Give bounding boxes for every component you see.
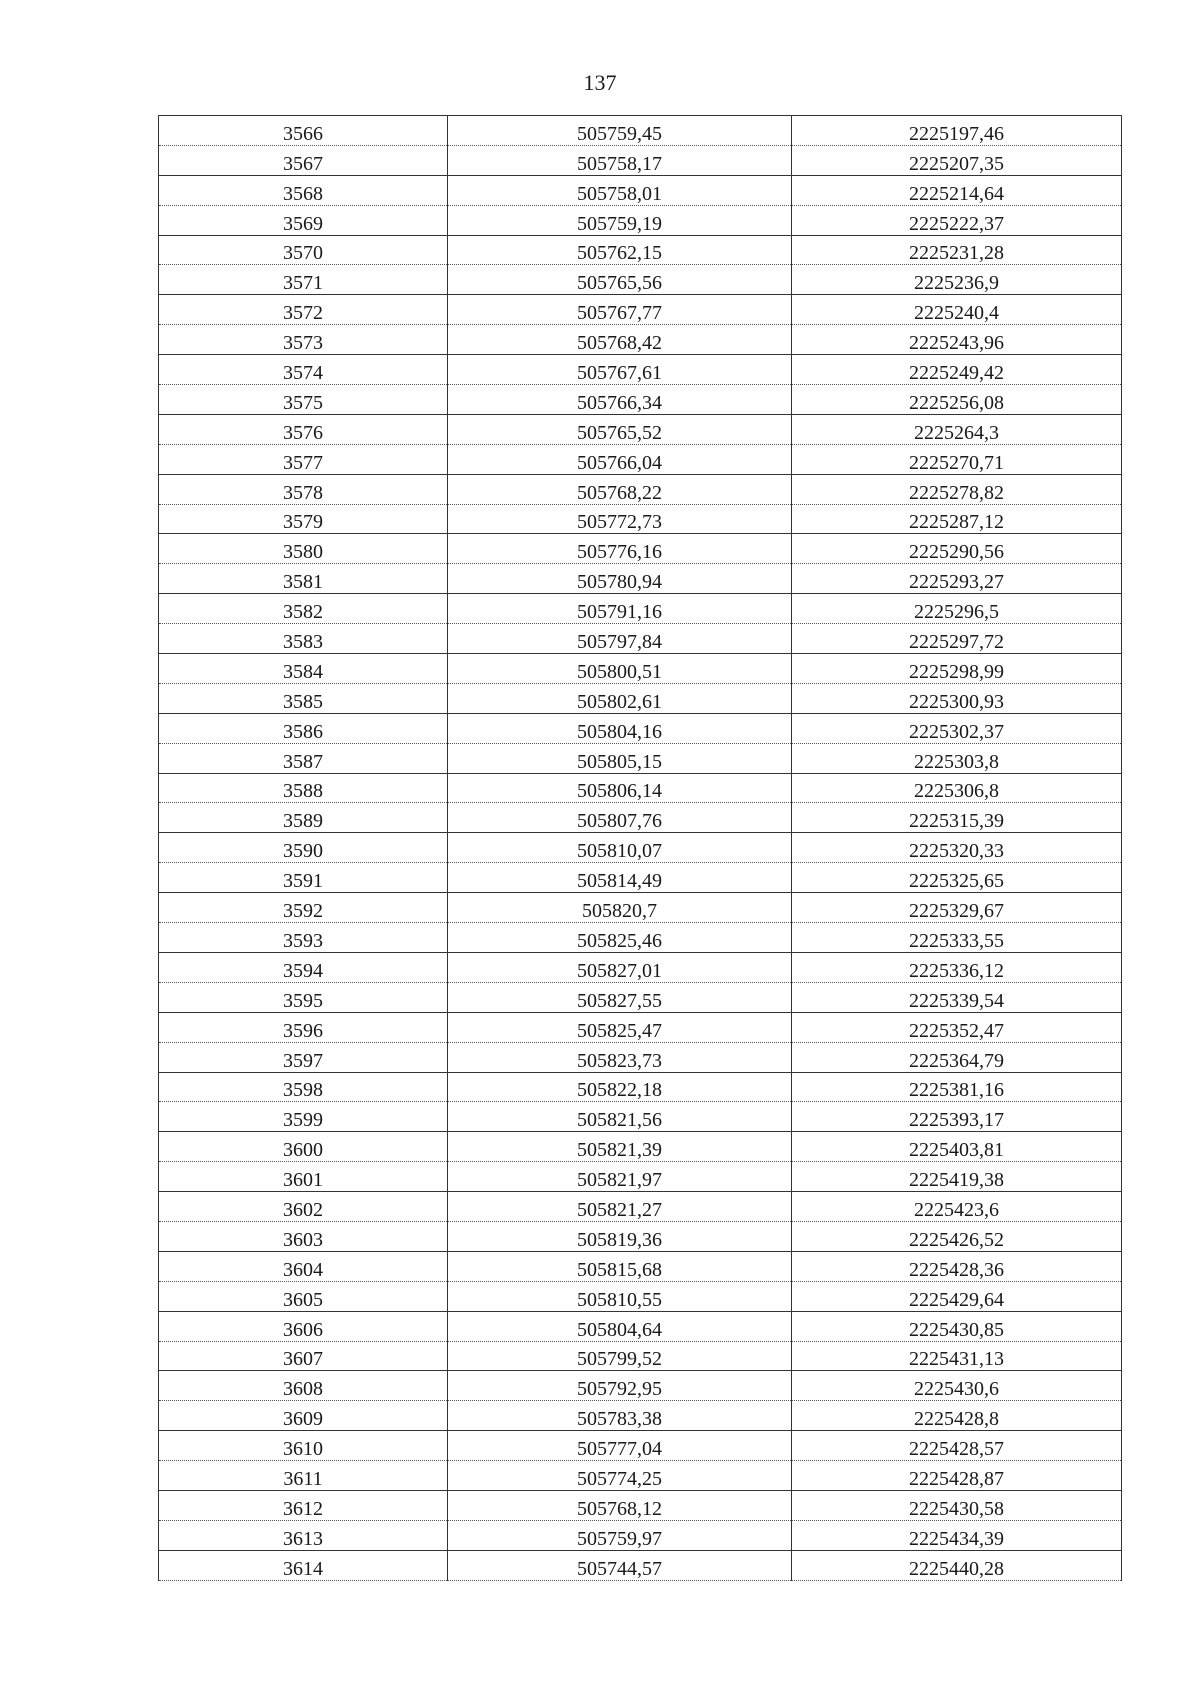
y-coordinate-cell: 2225428,8: [792, 1401, 1122, 1431]
x-coordinate-cell: 505797,84: [448, 624, 792, 654]
point-number-cell: 3586: [159, 713, 448, 743]
y-coordinate-cell: 2225440,28: [792, 1550, 1122, 1580]
x-coordinate-cell: 505821,97: [448, 1162, 792, 1192]
table-row: [159, 1490, 1122, 1520]
x-coordinate-cell: 505777,04: [448, 1431, 792, 1461]
y-coordinate-cell: 2225243,96: [792, 325, 1122, 355]
table-row: [159, 1102, 1122, 1132]
y-coordinate-cell: 2225249,42: [792, 355, 1122, 385]
point-number-cell: 3587: [159, 743, 448, 773]
coordinates-table-body: [159, 116, 1122, 1581]
coordinates-table: [158, 115, 1122, 1581]
x-coordinate-cell: 505792,95: [448, 1371, 792, 1401]
point-number-cell: 3581: [159, 564, 448, 594]
y-coordinate-cell: 2225393,17: [792, 1102, 1122, 1132]
x-coordinate-cell: 505762,15: [448, 235, 792, 265]
x-coordinate-cell: 505758,17: [448, 145, 792, 175]
x-coordinate-cell: 505765,52: [448, 414, 792, 444]
point-number-cell: 3583: [159, 624, 448, 654]
point-number-cell: 3588: [159, 773, 448, 803]
x-coordinate-cell: 505810,55: [448, 1281, 792, 1311]
y-coordinate-cell: 2225300,93: [792, 683, 1122, 713]
table-row: [159, 803, 1122, 833]
y-coordinate-cell: 2225240,4: [792, 295, 1122, 325]
y-coordinate-cell: 2225231,28: [792, 235, 1122, 265]
table-row: [159, 1550, 1122, 1580]
table-row: [159, 325, 1122, 355]
x-coordinate-cell: 505783,38: [448, 1401, 792, 1431]
table-row: [159, 414, 1122, 444]
table-row: [159, 713, 1122, 743]
point-number-cell: 3595: [159, 982, 448, 1012]
point-number-cell: 3578: [159, 474, 448, 504]
x-coordinate-cell: 505791,16: [448, 594, 792, 624]
point-number-cell: 3602: [159, 1192, 448, 1222]
point-number-cell: 3569: [159, 205, 448, 235]
point-number-cell: 3607: [159, 1341, 448, 1371]
point-number-cell: 3603: [159, 1221, 448, 1251]
x-coordinate-cell: 505821,39: [448, 1132, 792, 1162]
point-number-cell: 3566: [159, 116, 448, 146]
table-row: [159, 385, 1122, 415]
x-coordinate-cell: 505810,07: [448, 833, 792, 863]
x-coordinate-cell: 505772,73: [448, 504, 792, 534]
x-coordinate-cell: 505766,34: [448, 385, 792, 415]
x-coordinate-cell: 505799,52: [448, 1341, 792, 1371]
table-row: [159, 624, 1122, 654]
point-number-cell: 3614: [159, 1550, 448, 1580]
y-coordinate-cell: 2225278,82: [792, 474, 1122, 504]
y-coordinate-cell: 2225339,54: [792, 982, 1122, 1012]
x-coordinate-cell: 505807,76: [448, 803, 792, 833]
x-coordinate-cell: 505759,45: [448, 116, 792, 146]
y-coordinate-cell: 2225315,39: [792, 803, 1122, 833]
x-coordinate-cell: 505776,16: [448, 534, 792, 564]
point-number-cell: 3605: [159, 1281, 448, 1311]
y-coordinate-cell: 2225430,6: [792, 1371, 1122, 1401]
y-coordinate-cell: 2225403,81: [792, 1132, 1122, 1162]
point-number-cell: 3609: [159, 1401, 448, 1431]
x-coordinate-cell: 505768,22: [448, 474, 792, 504]
point-number-cell: 3568: [159, 175, 448, 205]
table-row: [159, 1012, 1122, 1042]
y-coordinate-cell: 2225428,36: [792, 1251, 1122, 1281]
y-coordinate-cell: 2225296,5: [792, 594, 1122, 624]
point-number-cell: 3611: [159, 1461, 448, 1491]
x-coordinate-cell: 505815,68: [448, 1251, 792, 1281]
point-number-cell: 3592: [159, 893, 448, 923]
point-number-cell: 3610: [159, 1431, 448, 1461]
point-number-cell: 3579: [159, 504, 448, 534]
x-coordinate-cell: 505768,12: [448, 1490, 792, 1520]
table-row: [159, 1162, 1122, 1192]
table-row: [159, 1311, 1122, 1341]
y-coordinate-cell: 2225302,37: [792, 713, 1122, 743]
y-coordinate-cell: 2225426,52: [792, 1221, 1122, 1251]
x-coordinate-cell: 505814,49: [448, 863, 792, 893]
point-number-cell: 3608: [159, 1371, 448, 1401]
y-coordinate-cell: 2225214,64: [792, 175, 1122, 205]
y-coordinate-cell: 2225290,56: [792, 534, 1122, 564]
x-coordinate-cell: 505827,55: [448, 982, 792, 1012]
x-coordinate-cell: 505768,42: [448, 325, 792, 355]
y-coordinate-cell: 2225429,64: [792, 1281, 1122, 1311]
y-coordinate-cell: 2225303,8: [792, 743, 1122, 773]
table-row: [159, 1401, 1122, 1431]
y-coordinate-cell: 2225333,55: [792, 923, 1122, 953]
y-coordinate-cell: 2225431,13: [792, 1341, 1122, 1371]
x-coordinate-cell: 505759,19: [448, 205, 792, 235]
point-number-cell: 3613: [159, 1520, 448, 1550]
table-row: [159, 1221, 1122, 1251]
table-row: [159, 1461, 1122, 1491]
x-coordinate-cell: 505825,46: [448, 923, 792, 953]
point-number-cell: 3590: [159, 833, 448, 863]
x-coordinate-cell: 505766,04: [448, 444, 792, 474]
y-coordinate-cell: 2225430,85: [792, 1311, 1122, 1341]
point-number-cell: 3591: [159, 863, 448, 893]
point-number-cell: 3584: [159, 654, 448, 684]
y-coordinate-cell: 2225222,37: [792, 205, 1122, 235]
table-row: [159, 1341, 1122, 1371]
point-number-cell: 3573: [159, 325, 448, 355]
y-coordinate-cell: 2225297,72: [792, 624, 1122, 654]
x-coordinate-cell: 505820,7: [448, 893, 792, 923]
x-coordinate-cell: 505825,47: [448, 1012, 792, 1042]
x-coordinate-cell: 505800,51: [448, 654, 792, 684]
table-row: [159, 1520, 1122, 1550]
point-number-cell: 3596: [159, 1012, 448, 1042]
y-coordinate-cell: 2225298,99: [792, 654, 1122, 684]
x-coordinate-cell: 505774,25: [448, 1461, 792, 1491]
x-coordinate-cell: 505823,73: [448, 1042, 792, 1072]
table-row: [159, 594, 1122, 624]
x-coordinate-cell: 505827,01: [448, 952, 792, 982]
point-number-cell: 3570: [159, 235, 448, 265]
table-row: [159, 1072, 1122, 1102]
x-coordinate-cell: 505805,15: [448, 743, 792, 773]
point-number-cell: 3567: [159, 145, 448, 175]
point-number-cell: 3576: [159, 414, 448, 444]
table-row: [159, 474, 1122, 504]
x-coordinate-cell: 505819,36: [448, 1221, 792, 1251]
point-number-cell: 3597: [159, 1042, 448, 1072]
y-coordinate-cell: 2225428,87: [792, 1461, 1122, 1491]
point-number-cell: 3612: [159, 1490, 448, 1520]
table-row: [159, 1251, 1122, 1281]
y-coordinate-cell: 2225428,57: [792, 1431, 1122, 1461]
table-row: [159, 1132, 1122, 1162]
table-row: [159, 863, 1122, 893]
y-coordinate-cell: 2225320,33: [792, 833, 1122, 863]
table-row: [159, 1371, 1122, 1401]
y-coordinate-cell: 2225256,08: [792, 385, 1122, 415]
x-coordinate-cell: 505821,27: [448, 1192, 792, 1222]
x-coordinate-cell: 505804,64: [448, 1311, 792, 1341]
x-coordinate-cell: 505802,61: [448, 683, 792, 713]
point-number-cell: 3606: [159, 1311, 448, 1341]
point-number-cell: 3599: [159, 1102, 448, 1132]
table-row: [159, 534, 1122, 564]
x-coordinate-cell: 505765,56: [448, 265, 792, 295]
table-row: [159, 265, 1122, 295]
y-coordinate-cell: 2225434,39: [792, 1520, 1122, 1550]
y-coordinate-cell: 2225352,47: [792, 1012, 1122, 1042]
y-coordinate-cell: 2225236,9: [792, 265, 1122, 295]
y-coordinate-cell: 2225364,79: [792, 1042, 1122, 1072]
table-row: [159, 833, 1122, 863]
table-row: [159, 923, 1122, 953]
y-coordinate-cell: 2225336,12: [792, 952, 1122, 982]
point-number-cell: 3585: [159, 683, 448, 713]
point-number-cell: 3593: [159, 923, 448, 953]
x-coordinate-cell: 505821,56: [448, 1102, 792, 1132]
point-number-cell: 3598: [159, 1072, 448, 1102]
table-row: [159, 295, 1122, 325]
table-row: [159, 1192, 1122, 1222]
point-number-cell: 3572: [159, 295, 448, 325]
point-number-cell: 3589: [159, 803, 448, 833]
table-row: [159, 982, 1122, 1012]
table-row: [159, 205, 1122, 235]
x-coordinate-cell: 505759,97: [448, 1520, 792, 1550]
point-number-cell: 3577: [159, 444, 448, 474]
y-coordinate-cell: 2225287,12: [792, 504, 1122, 534]
x-coordinate-cell: 505758,01: [448, 175, 792, 205]
x-coordinate-cell: 505822,18: [448, 1072, 792, 1102]
y-coordinate-cell: 2225264,3: [792, 414, 1122, 444]
point-number-cell: 3575: [159, 385, 448, 415]
x-coordinate-cell: 505744,57: [448, 1550, 792, 1580]
table-row: [159, 1281, 1122, 1311]
point-number-cell: 3582: [159, 594, 448, 624]
table-row: [159, 1042, 1122, 1072]
point-number-cell: 3574: [159, 355, 448, 385]
x-coordinate-cell: 505804,16: [448, 713, 792, 743]
point-number-cell: 3594: [159, 952, 448, 982]
y-coordinate-cell: 2225207,35: [792, 145, 1122, 175]
x-coordinate-cell: 505780,94: [448, 564, 792, 594]
table-row: [159, 504, 1122, 534]
table-row: [159, 893, 1122, 923]
table-row: [159, 743, 1122, 773]
point-number-cell: 3601: [159, 1162, 448, 1192]
y-coordinate-cell: 2225419,38: [792, 1162, 1122, 1192]
table-row: [159, 952, 1122, 982]
y-coordinate-cell: 2225325,65: [792, 863, 1122, 893]
y-coordinate-cell: 2225293,27: [792, 564, 1122, 594]
table-row: [159, 1431, 1122, 1461]
point-number-cell: 3580: [159, 534, 448, 564]
table-row: [159, 175, 1122, 205]
table-row: [159, 564, 1122, 594]
table-row: [159, 773, 1122, 803]
x-coordinate-cell: 505767,61: [448, 355, 792, 385]
y-coordinate-cell: 2225430,58: [792, 1490, 1122, 1520]
table-row: [159, 116, 1122, 146]
point-number-cell: 3571: [159, 265, 448, 295]
point-number-cell: 3604: [159, 1251, 448, 1281]
y-coordinate-cell: 2225381,16: [792, 1072, 1122, 1102]
page-number: 137: [583, 70, 617, 95]
y-coordinate-cell: 2225306,8: [792, 773, 1122, 803]
y-coordinate-cell: 2225329,67: [792, 893, 1122, 923]
y-coordinate-cell: 2225423,6: [792, 1192, 1122, 1222]
table-row: [159, 654, 1122, 684]
table-row: [159, 444, 1122, 474]
point-number-cell: 3600: [159, 1132, 448, 1162]
table-row: [159, 145, 1122, 175]
x-coordinate-cell: 505767,77: [448, 295, 792, 325]
table-row: [159, 683, 1122, 713]
table-row: [159, 235, 1122, 265]
table-row: [159, 355, 1122, 385]
y-coordinate-cell: 2225197,46: [792, 116, 1122, 146]
y-coordinate-cell: 2225270,71: [792, 444, 1122, 474]
x-coordinate-cell: 505806,14: [448, 773, 792, 803]
